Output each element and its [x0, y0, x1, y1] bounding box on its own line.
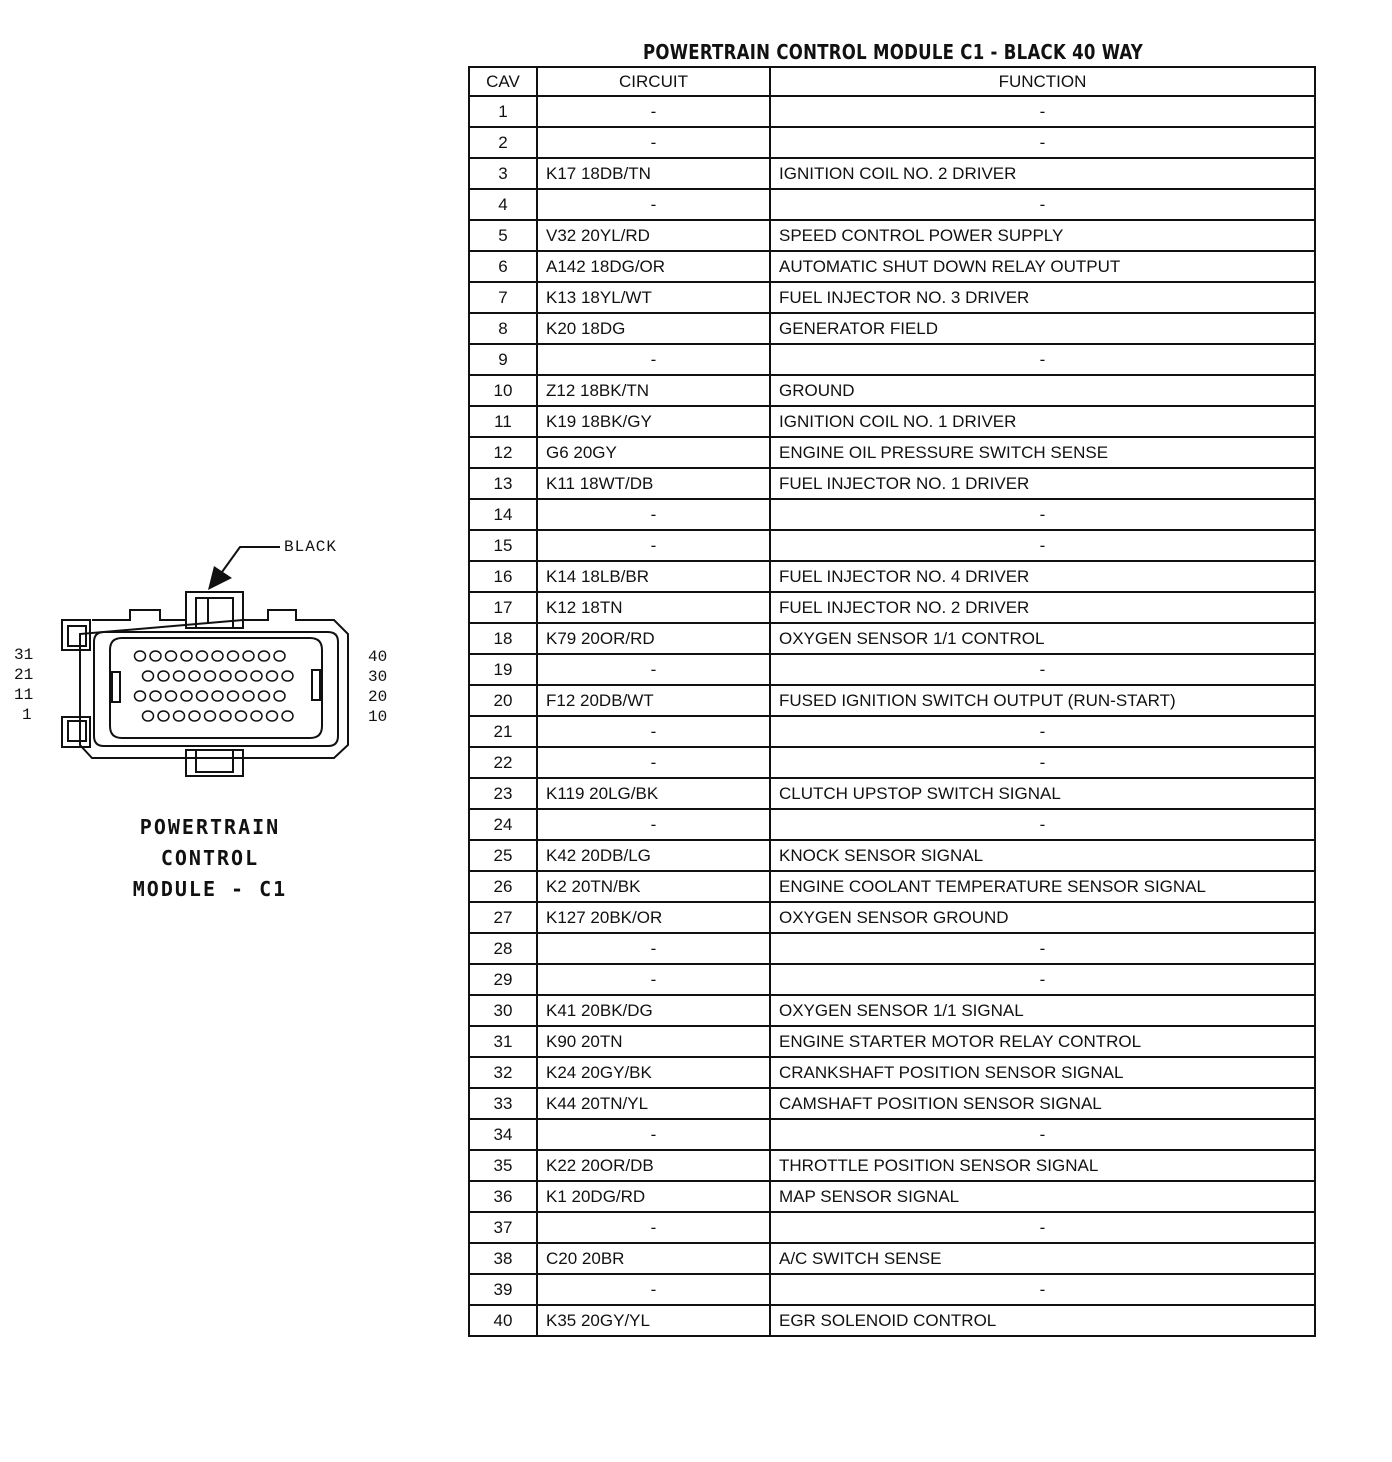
cav-cell: 33	[469, 1088, 537, 1119]
table-row	[469, 592, 1315, 623]
function-cell: -	[770, 530, 1315, 561]
table-row	[469, 561, 1315, 592]
circuit-cell: Z12 18BK/TN	[537, 375, 770, 406]
pinout-table	[468, 66, 1316, 1337]
cavity-hole	[267, 671, 278, 681]
table-row	[469, 654, 1315, 685]
circuit-cell: -	[537, 1274, 770, 1305]
function-cell: -	[770, 809, 1315, 840]
table-row	[469, 716, 1315, 747]
cav-cell: 38	[469, 1243, 537, 1274]
circuit-cell: -	[537, 654, 770, 685]
cavity-hole	[189, 671, 200, 681]
function-cell: GENERATOR FIELD	[770, 313, 1315, 344]
function-cell: AUTOMATIC SHUT DOWN RELAY OUTPUT	[770, 251, 1315, 282]
function-cell: ENGINE COOLANT TEMPERATURE SENSOR SIGNAL	[770, 871, 1315, 902]
circuit-cell: -	[537, 964, 770, 995]
function-cell: -	[770, 127, 1315, 158]
cavity-hole	[189, 711, 200, 721]
circuit-cell: -	[537, 933, 770, 964]
circuit-cell: A142 18DG/OR	[537, 251, 770, 282]
cav-cell: 27	[469, 902, 537, 933]
table-row	[469, 1274, 1315, 1305]
circuit-cell: K20 18DG	[537, 313, 770, 344]
cav-cell: 2	[469, 127, 537, 158]
circuit-cell: K19 18BK/GY	[537, 406, 770, 437]
cav-cell: 24	[469, 809, 537, 840]
table-row	[469, 282, 1315, 313]
cavity-hole	[220, 711, 231, 721]
left-cavity-number: 21	[14, 666, 34, 684]
cavity-hole	[251, 671, 262, 681]
cavity-hole	[243, 651, 254, 661]
circuit-cell: K13 18YL/WT	[537, 282, 770, 313]
header-cav: CAV	[469, 67, 537, 96]
cav-cell: 39	[469, 1274, 537, 1305]
circuit-cell: -	[537, 96, 770, 127]
circuit-cell: K35 20GY/YL	[537, 1305, 770, 1336]
table-row	[469, 375, 1315, 406]
cav-cell: 28	[469, 933, 537, 964]
table-row	[469, 499, 1315, 530]
table-row	[469, 964, 1315, 995]
function-cell: -	[770, 747, 1315, 778]
function-cell: FUEL INJECTOR NO. 4 DRIVER	[770, 561, 1315, 592]
table-row	[469, 1150, 1315, 1181]
function-cell: -	[770, 96, 1315, 127]
cav-cell: 34	[469, 1119, 537, 1150]
right-cavity-number: 30	[368, 668, 388, 686]
table-row	[469, 685, 1315, 716]
circuit-cell: K41 20BK/DG	[537, 995, 770, 1026]
cav-cell: 17	[469, 592, 537, 623]
cavity-hole	[150, 691, 161, 701]
cavity-hole	[181, 691, 192, 701]
cav-cell: 12	[469, 437, 537, 468]
function-cell: MAP SENSOR SIGNAL	[770, 1181, 1315, 1212]
header-function: FUNCTION	[770, 67, 1315, 96]
function-cell: -	[770, 654, 1315, 685]
cav-cell: 11	[469, 406, 537, 437]
cavity-hole	[143, 671, 154, 681]
function-cell: OXYGEN SENSOR 1/1 CONTROL	[770, 623, 1315, 654]
function-cell: KNOCK SENSOR SIGNAL	[770, 840, 1315, 871]
cavity-hole	[274, 651, 285, 661]
cavity-hole	[220, 671, 231, 681]
cav-cell: 8	[469, 313, 537, 344]
table-row	[469, 189, 1315, 220]
circuit-cell: K127 20BK/OR	[537, 902, 770, 933]
table-row	[469, 1088, 1315, 1119]
function-cell: FUEL INJECTOR NO. 2 DRIVER	[770, 592, 1315, 623]
cav-cell: 37	[469, 1212, 537, 1243]
table-row	[469, 1181, 1315, 1212]
table-row	[469, 1026, 1315, 1057]
table-row	[469, 251, 1315, 282]
circuit-cell: K14 18LB/BR	[537, 561, 770, 592]
circuit-cell: K24 20GY/BK	[537, 1057, 770, 1088]
table-row	[469, 1243, 1315, 1274]
cavity-hole	[135, 651, 146, 661]
function-cell: IGNITION COIL NO. 2 DRIVER	[770, 158, 1315, 189]
cav-cell: 6	[469, 251, 537, 282]
cav-cell: 26	[469, 871, 537, 902]
left-cavity-number: 11	[14, 686, 34, 704]
cav-cell: 9	[469, 344, 537, 375]
circuit-cell: -	[537, 344, 770, 375]
table-row	[469, 871, 1315, 902]
function-cell: IGNITION COIL NO. 1 DRIVER	[770, 406, 1315, 437]
connector-caption-line: MODULE - C1	[132, 877, 288, 901]
table-row	[469, 406, 1315, 437]
function-cell: -	[770, 1119, 1315, 1150]
left-cavity-number: 1	[22, 706, 32, 724]
function-cell: -	[770, 344, 1315, 375]
cav-cell: 22	[469, 747, 537, 778]
function-cell: ENGINE STARTER MOTOR RELAY CONTROL	[770, 1026, 1315, 1057]
circuit-cell: -	[537, 1119, 770, 1150]
cavity-holes	[135, 651, 294, 721]
function-cell: -	[770, 499, 1315, 530]
table-row	[469, 623, 1315, 654]
cavity-hole	[181, 651, 192, 661]
cavity-hole	[212, 651, 223, 661]
connector-caption	[95, 812, 325, 905]
connector-diagram	[0, 520, 420, 820]
function-cell: CLUTCH UPSTOP SWITCH SIGNAL	[770, 778, 1315, 809]
cav-cell: 31	[469, 1026, 537, 1057]
function-cell: SPEED CONTROL POWER SUPPLY	[770, 220, 1315, 251]
header-circuit: CIRCUIT	[537, 67, 770, 96]
circuit-cell: K22 20OR/DB	[537, 1150, 770, 1181]
circuit-cell: K12 18TN	[537, 592, 770, 623]
cavity-hole	[259, 691, 270, 701]
function-cell: OXYGEN SENSOR GROUND	[770, 902, 1315, 933]
cav-cell: 7	[469, 282, 537, 313]
table-row	[469, 96, 1315, 127]
table-row	[469, 468, 1315, 499]
table-title: POWERTRAIN CONTROL MODULE C1 - BLACK 40 WAY	[642, 40, 1144, 64]
circuit-cell: -	[537, 1212, 770, 1243]
cav-cell: 1	[469, 96, 537, 127]
table-row	[469, 158, 1315, 189]
circuit-cell: -	[537, 716, 770, 747]
circuit-cell: K11 18WT/DB	[537, 468, 770, 499]
cavity-hole	[282, 711, 293, 721]
cav-cell: 5	[469, 220, 537, 251]
function-cell: CRANKSHAFT POSITION SENSOR SIGNAL	[770, 1057, 1315, 1088]
function-cell: -	[770, 1274, 1315, 1305]
table-row	[469, 344, 1315, 375]
function-cell: -	[770, 189, 1315, 220]
circuit-cell: V32 20YL/RD	[537, 220, 770, 251]
connector-caption-line: POWERTRAIN	[139, 815, 281, 839]
circuit-cell: K1 20DG/RD	[537, 1181, 770, 1212]
circuit-cell: -	[537, 747, 770, 778]
circuit-cell: -	[537, 809, 770, 840]
cavity-hole	[174, 671, 185, 681]
table-row	[469, 220, 1315, 251]
table-row	[469, 1305, 1315, 1336]
cav-cell: 32	[469, 1057, 537, 1088]
cav-cell: 30	[469, 995, 537, 1026]
cav-cell: 4	[469, 189, 537, 220]
function-cell: OXYGEN SENSOR 1/1 SIGNAL	[770, 995, 1315, 1026]
function-cell: -	[770, 964, 1315, 995]
cavity-hole	[166, 651, 177, 661]
cav-cell: 16	[469, 561, 537, 592]
function-cell: FUEL INJECTOR NO. 3 DRIVER	[770, 282, 1315, 313]
cavity-hole	[143, 711, 154, 721]
function-cell: -	[770, 933, 1315, 964]
cavity-hole	[197, 691, 208, 701]
function-cell: -	[770, 716, 1315, 747]
cav-cell: 14	[469, 499, 537, 530]
circuit-cell: K90 20TN	[537, 1026, 770, 1057]
circuit-cell: K42 20DB/LG	[537, 840, 770, 871]
color-callout-label: BLACK	[284, 538, 338, 556]
right-cavity-number: 40	[368, 648, 388, 666]
table-row	[469, 437, 1315, 468]
connector-caption-line: CONTROL	[160, 846, 260, 870]
circuit-cell: K79 20OR/RD	[537, 623, 770, 654]
circuit-cell: -	[537, 127, 770, 158]
cav-cell: 20	[469, 685, 537, 716]
cavity-hole	[282, 671, 293, 681]
table-row	[469, 1212, 1315, 1243]
cavity-hole	[274, 691, 285, 701]
cavity-hole	[158, 671, 169, 681]
cav-cell: 15	[469, 530, 537, 561]
table-row	[469, 747, 1315, 778]
table-body	[469, 96, 1315, 1336]
cavity-hole	[205, 671, 216, 681]
cavity-hole	[158, 711, 169, 721]
cav-cell: 25	[469, 840, 537, 871]
table-row	[469, 933, 1315, 964]
cavity-hole	[166, 691, 177, 701]
cavity-hole	[236, 671, 247, 681]
function-cell: FUEL INJECTOR NO. 1 DRIVER	[770, 468, 1315, 499]
cavity-hole	[267, 711, 278, 721]
cav-cell: 18	[469, 623, 537, 654]
cav-cell: 29	[469, 964, 537, 995]
right-cavity-number: 20	[368, 688, 388, 706]
circuit-cell: -	[537, 189, 770, 220]
table-row	[469, 1119, 1315, 1150]
circuit-cell: F12 20DB/WT	[537, 685, 770, 716]
cavity-hole	[228, 651, 239, 661]
table-row	[469, 530, 1315, 561]
table-row	[469, 902, 1315, 933]
circuit-cell: K119 20LG/BK	[537, 778, 770, 809]
function-cell: FUSED IGNITION SWITCH OUTPUT (RUN-START)	[770, 685, 1315, 716]
function-cell: EGR SOLENOID CONTROL	[770, 1305, 1315, 1336]
right-cavity-number: 10	[368, 708, 388, 726]
cav-cell: 3	[469, 158, 537, 189]
table-row	[469, 1057, 1315, 1088]
circuit-cell: -	[537, 499, 770, 530]
table-row	[469, 995, 1315, 1026]
table-row	[469, 809, 1315, 840]
function-cell: A/C SWITCH SENSE	[770, 1243, 1315, 1274]
table-row	[469, 840, 1315, 871]
table-row	[469, 313, 1315, 344]
cav-cell: 10	[469, 375, 537, 406]
cavity-hole	[251, 711, 262, 721]
circuit-cell: K44 20TN/YL	[537, 1088, 770, 1119]
cav-cell: 13	[469, 468, 537, 499]
cavity-hole	[135, 691, 146, 701]
function-cell: -	[770, 1212, 1315, 1243]
table-row	[469, 778, 1315, 809]
function-cell: GROUND	[770, 375, 1315, 406]
table-header-row	[469, 67, 1315, 96]
cav-cell: 19	[469, 654, 537, 685]
cavity-hole	[150, 651, 161, 661]
table-row	[469, 127, 1315, 158]
circuit-cell: -	[537, 530, 770, 561]
connector-drawing	[0, 520, 420, 820]
cav-cell: 35	[469, 1150, 537, 1181]
function-cell: ENGINE OIL PRESSURE SWITCH SENSE	[770, 437, 1315, 468]
cav-cell: 40	[469, 1305, 537, 1336]
function-cell: THROTTLE POSITION SENSOR SIGNAL	[770, 1150, 1315, 1181]
cavity-hole	[205, 711, 216, 721]
circuit-cell: C20 20BR	[537, 1243, 770, 1274]
left-cavity-number: 31	[14, 646, 34, 664]
callout-arrowhead-icon	[208, 566, 232, 590]
circuit-cell: K17 18DB/TN	[537, 158, 770, 189]
cavity-hole	[197, 651, 208, 661]
cavity-hole	[259, 651, 270, 661]
cavity-hole	[174, 711, 185, 721]
cavity-hole	[228, 691, 239, 701]
cavity-hole	[212, 691, 223, 701]
cav-cell: 21	[469, 716, 537, 747]
cavity-hole	[236, 711, 247, 721]
function-cell: CAMSHAFT POSITION SENSOR SIGNAL	[770, 1088, 1315, 1119]
cav-cell: 36	[469, 1181, 537, 1212]
circuit-cell: G6 20GY	[537, 437, 770, 468]
cav-cell: 23	[469, 778, 537, 809]
cavity-hole	[243, 691, 254, 701]
circuit-cell: K2 20TN/BK	[537, 871, 770, 902]
